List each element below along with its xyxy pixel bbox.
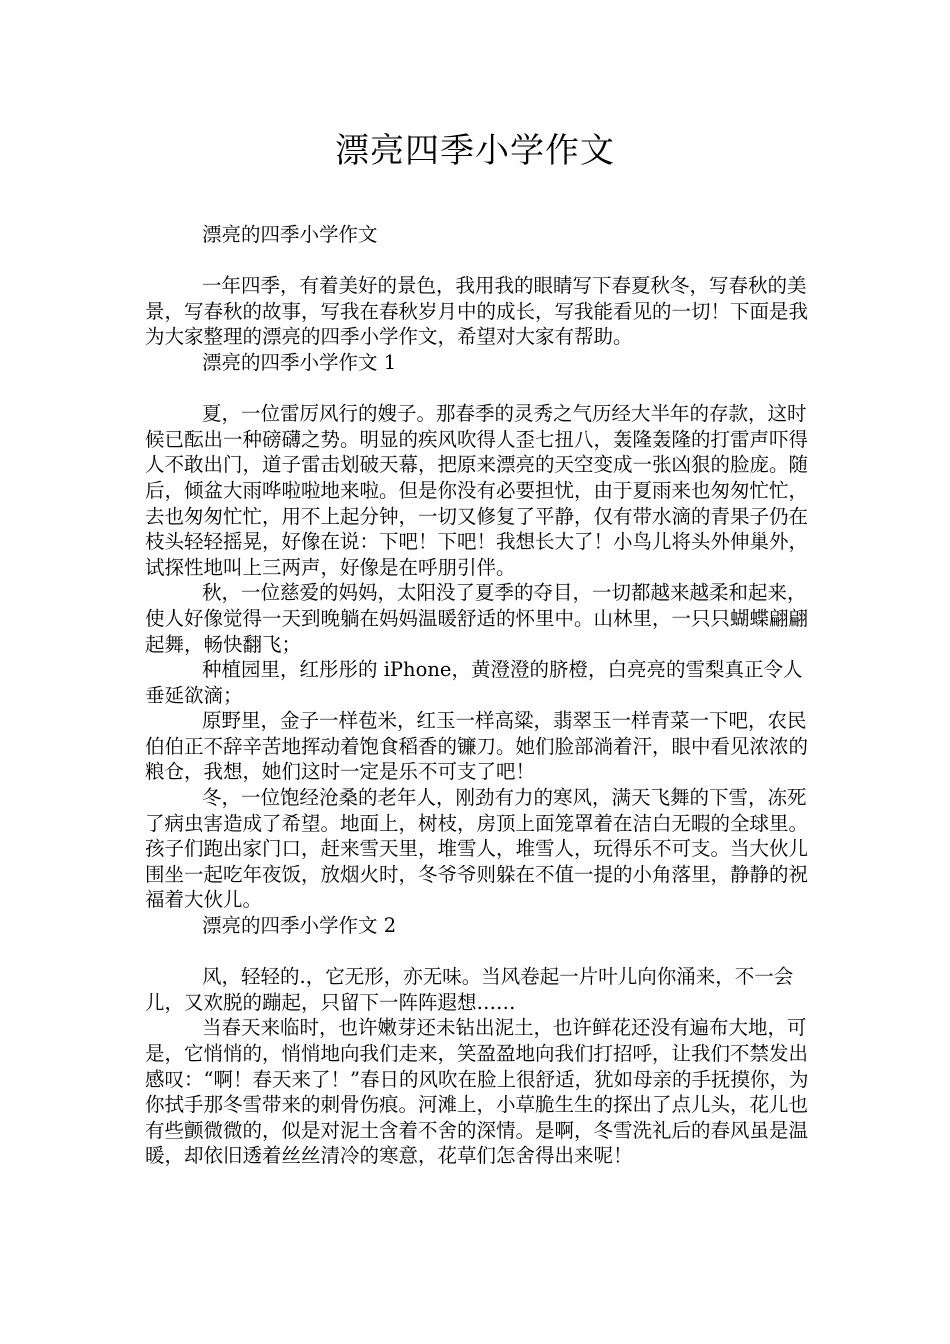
section-2-heading: 漂亮的四季小学作文 2 xyxy=(202,914,397,938)
essay-subtitle: 漂亮的四季小学作文 xyxy=(202,223,378,246)
intro-paragraph: 一年四季，有着美好的景色，我用我的眼睛写下春夏秋冬，写春秋的美景，写春秋的故事，写我在春秋岁月中的成长，写我能看见的一切！下面是我为大家整理的漂亮的四季小学作文，希望对大家有帮助。 xyxy=(145,274,809,349)
section-1-paragraph: 种植园里，红彤彤的 iPhone，黄澄澄的脐橙，白亮亮的雪梨真正令人垂延欲滴； xyxy=(145,658,803,707)
section-2-paragraph: 当春天来临时，也许嫩芽还未钻出泥土，也许鲜花还没有遍布大地，可是，它悄悄的，悄悄地向我们走来，笑盈盈地向我们打招呼，让我们不禁发出感叹：“啊！春天来了！”春日的风吹在脸上很舒适，犹如母亲的手抚摸你，为你拭手那冬雪带来的刺骨伤痕。河滩上，小草脆生生的探出了点儿头，花儿也有些颤微微的，似是对泥土含着不舍的深情。是啊，冬雪洗礼后的春风虽是温暖，却依旧透着丝丝清冷的寒意，花草们怎舍得出来呢！ xyxy=(145,1016,809,1168)
document-body xyxy=(145,222,813,1169)
blank-line xyxy=(145,248,813,274)
section-2-paragraph: 风，轻轻的.，它无形，亦无味。当风卷起一片叶儿向你涌来，不一会儿，又欢脱的蹦起，只留下一阵阵遐想…… xyxy=(145,965,794,1014)
section-1-paragraph: 夏，一位雷厉风行的嫂子。那春季的灵秀之气历经大半年的存款，这时候已酝出一种磅礴之势。明显的疾风吹得人歪七扭八，轰隆轰隆的打雷声吓得人不敢出门，道子雷击划破天幕，把原来漂亮的天空变成一张凶狠的脸庞。随后，倾盆大雨哗啦啦地来啦。但是你没有必要担忧，由于夏雨来也匆匆忙忙，去也匆匆忙忙，用不上起分钟，一切又修复了平静，仅有带水滴的青果子仍在枝头轻轻摇晃，好像在说：下吧！下吧！我想长大了！小鸟儿将头外伸巢外，试探性地叫上三两声，好像是在呼朋引伴。 xyxy=(145,402,809,579)
section-1-heading: 漂亮的四季小学作文 1 xyxy=(202,350,397,374)
blank-line xyxy=(145,376,813,402)
document-title: 漂亮四季小学作文 xyxy=(335,131,615,171)
section-1-paragraph: 原野里，金子一样苞米，红玉一样高粱，翡翠玉一样青菜一下吧，农民伯伯正不辞辛苦地挥动着饱食稻香的镰刀。她们脸部淌着汗，眼中看见浓浓的粮仓，我想，她们这时一定是乐不可支了吧！ xyxy=(145,709,809,784)
section-1-paragraph: 秋，一位慈爱的妈妈，太阳没了夏季的夺目，一切都越来越柔和起来，使人好像觉得一天到晚躺在妈妈温暖舒适的怀里中。山林里，一只只蝴蝶翩翩起舞，畅快翻飞； xyxy=(145,581,809,656)
blank-line xyxy=(145,939,813,965)
section-1-paragraph: 冬，一位饱经沧桑的老年人，刚劲有力的寒风，满天飞舞的下雪，冻死了病虫害造成了希望。地面上，树枝，房顶上面笼罩着在洁白无暇的全球里。孩子们跑出家门口，赶来雪天里，堆雪人，堆雪人，玩得乐不可支。当大伙儿围坐一起吃年夜饭，放烟火时，冬爷爷则躲在不值一提的小角落里，静静的祝福着大伙儿。 xyxy=(145,786,809,912)
